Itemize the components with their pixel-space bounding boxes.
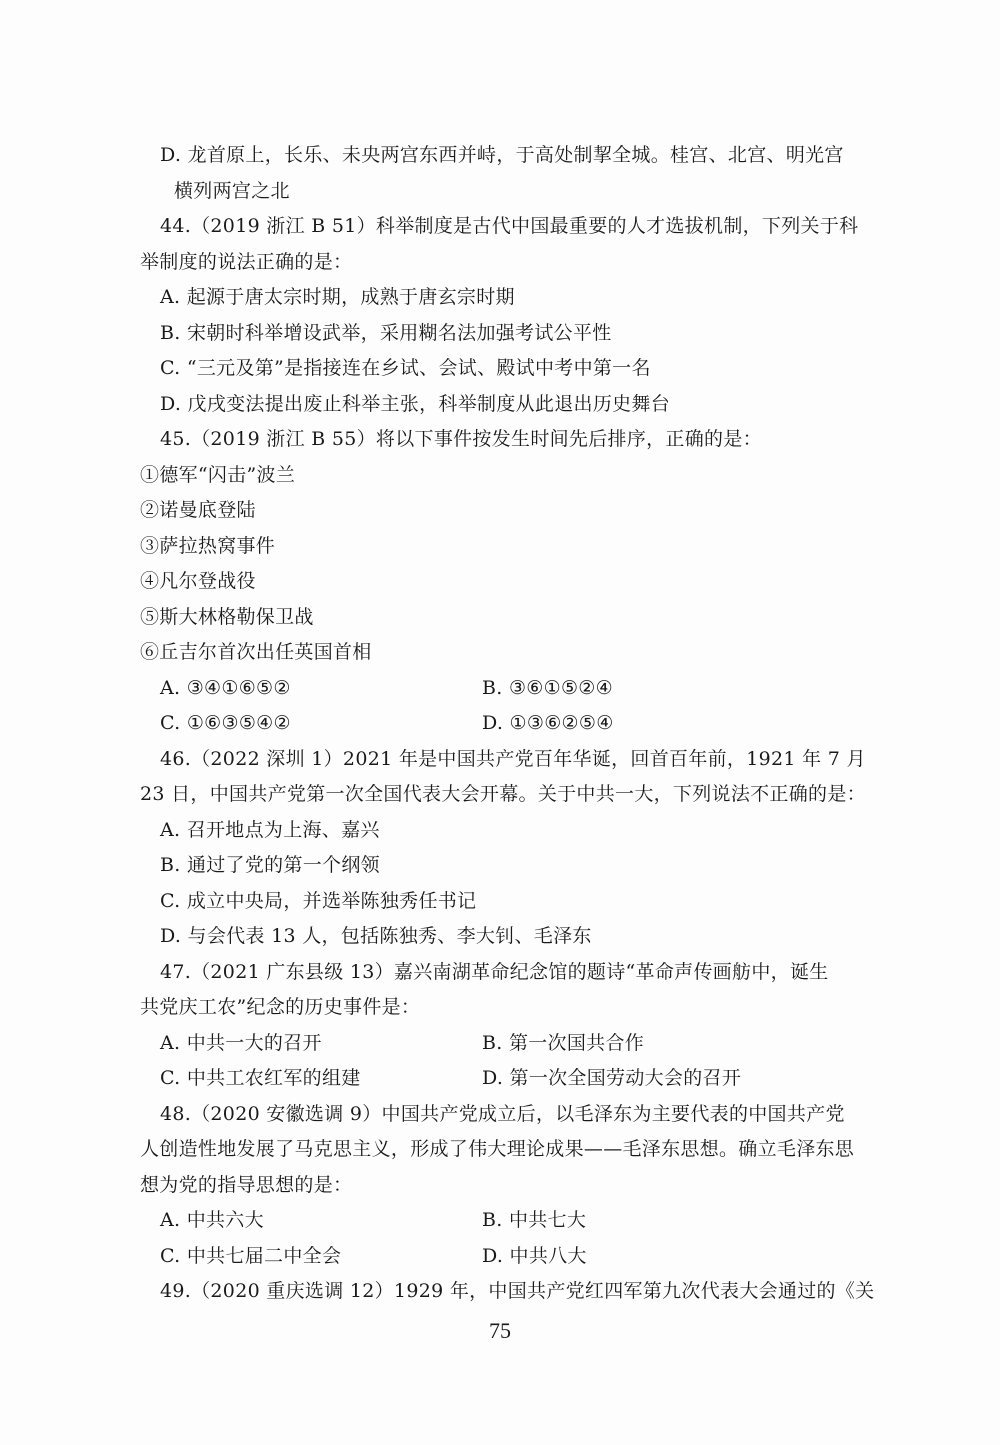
q47-option-c: C. 中共工农红军的组建 (160, 1067, 361, 1089)
q46-stem-line1: 46.（2022 深圳 1）2021 年是中国共产党百年华诞，回首百年前，1921 年 7 月 (160, 747, 866, 770)
q45-event-4: ④凡尔登战役 (140, 570, 256, 592)
q47-stem-line1: 47.（2021 广东县级 13）嘉兴南湖革命纪念馆的题诗“革命声传画舫中，诞生 (160, 960, 829, 983)
q47-option-a: A. 中共一大的召开 (160, 1031, 322, 1054)
prev-option-d-line2: 横列两宫之北 (174, 179, 290, 202)
q47-stem-line2: 共党庆工农”纪念的历史事件是： (140, 996, 421, 1018)
page-number: 75 (489, 1318, 511, 1343)
q48-stem-line2: 人创造性地发展了马克思主义，形成了伟大理论成果——毛泽东思想。确立毛泽东思 (140, 1138, 855, 1160)
q48-options-row1 (140, 1203, 860, 1239)
q46-stem-line2: 23 日，中国共产党第一次全国代表大会开幕。关于中共一大，下列说法不正确的是： (140, 783, 866, 805)
q46-option-b: B. 通过了党的第一个纲领 (160, 854, 380, 876)
q45-event-1: ①德军“闪击”波兰 (140, 463, 296, 486)
q48-option-d: D. 中共八大 (482, 1244, 587, 1267)
q44-option-c: C. “三元及第”是指接连在乡试、会试、殿试中考中第一名 (160, 357, 651, 379)
prev-option-d-line1: D. 龙首原上，长乐、未央两宫东西并峙，于高处制挈全城。桂宫、北宫、明光宫 (160, 144, 844, 166)
q44-stem-line2: 举制度的说法正确的是： (140, 250, 353, 273)
q44-option-d: D. 戊戌变法提出废止科举主张，科举制度从此退出历史舞台 (160, 392, 671, 415)
q47-option-d: D. 第一次全国劳动大会的召开 (482, 1067, 742, 1089)
q48-option-c: C. 中共七届二中全会 (160, 1244, 342, 1267)
q48-stem-line1: 48.（2020 安徽选调 9）中国共产党成立后，以毛泽东为主要代表的中国共产党 (160, 1102, 845, 1125)
q45-option-a: A. ③④①⑥⑤② (160, 676, 291, 699)
q47-option-b: B. 第一次国共合作 (482, 1031, 645, 1054)
q47-options-row1 (140, 1026, 860, 1062)
q46-option-a: A. 召开地点为上海、嘉兴 (160, 818, 380, 841)
q48-options-row2 (140, 1239, 860, 1275)
q48-option-a: A. 中共六大 (160, 1209, 264, 1231)
q44-option-a: A. 起源于唐太宗时期，成熟于唐玄宗时期 (160, 286, 515, 308)
q45-options-row2 (140, 706, 860, 742)
q45-options-row1 (140, 671, 860, 707)
q45-event-3: ③萨拉热窝事件 (140, 534, 276, 557)
q44-stem-line1: 44.（2019 浙江 B 51）科举制度是古代中国最重要的人才选拔机制，下列关于科 (160, 215, 859, 237)
q46-option-c: C. 成立中央局，并选举陈独秀任书记 (160, 889, 477, 912)
q45-event-5: ⑤斯大林格勒保卫战 (140, 605, 314, 628)
q48-stem-line3: 想为党的指导思想的是： (140, 1173, 353, 1196)
q47-options-row2 (140, 1061, 860, 1097)
q45-option-d: D. ①③⑥②⑤④ (482, 712, 614, 734)
q45-option-c: C. ①⑥③⑤④② (160, 712, 291, 734)
q48-option-b: B. 中共七大 (482, 1209, 587, 1231)
q45-event-2: ②诺曼底登陆 (140, 499, 256, 521)
q45-option-b: B. ③⑥①⑤②④ (482, 676, 613, 699)
q45-stem: 45.（2019 浙江 B 55）将以下事件按发生时间先后排序，正确的是： (160, 428, 762, 450)
q45-event-6: ⑥丘吉尔首次出任英国首相 (140, 641, 372, 663)
q46-option-d: D. 与会代表 13 人，包括陈独秀、李大钊、毛泽东 (160, 925, 592, 947)
page-content (140, 138, 875, 1310)
q49-stem-line1: 49.（2020 重庆选调 12）1929 年，中国共产党红四军第九次代表大会通过的《关 (160, 1280, 875, 1302)
q44-option-b: B. 宋朝时科举增设武举，采用糊名法加强考试公平性 (160, 321, 612, 344)
